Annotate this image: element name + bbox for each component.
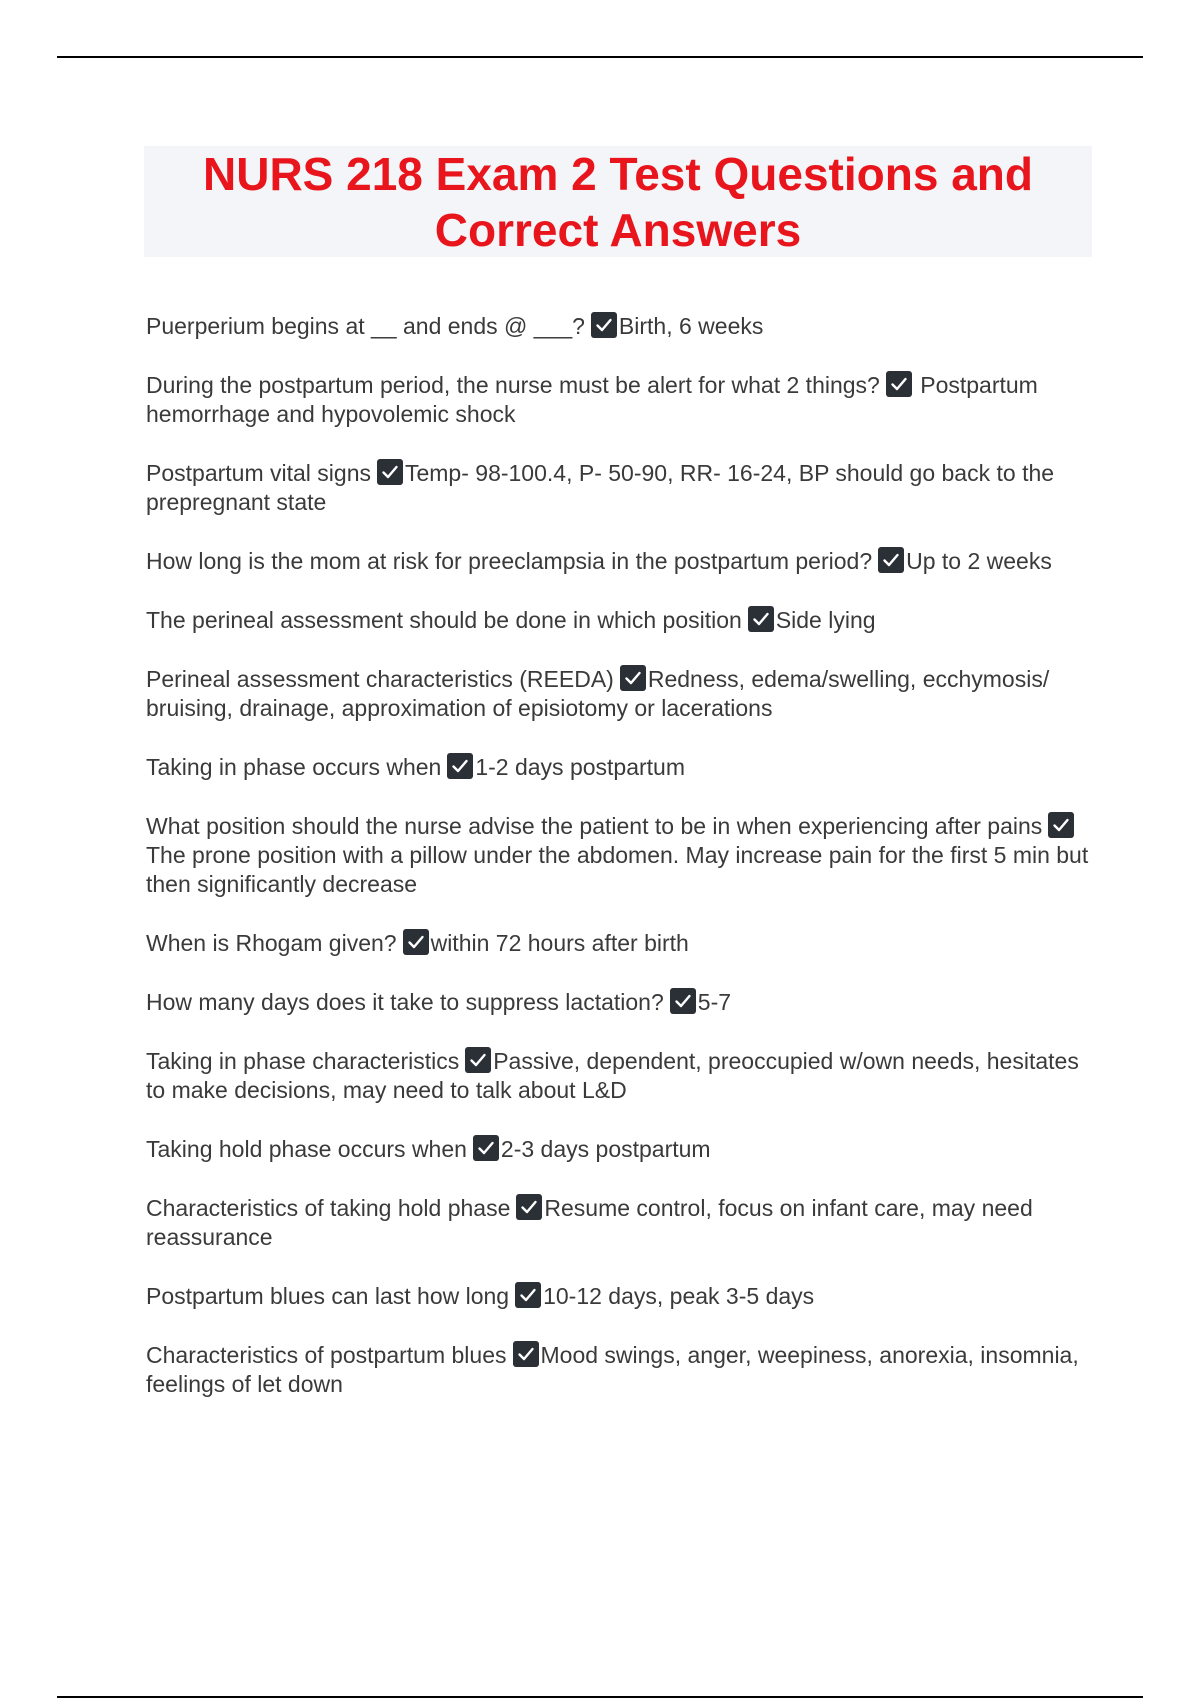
- checkmark-box-icon: [620, 665, 646, 691]
- qa-item: [146, 1341, 1096, 1399]
- checkmark-box-icon: [670, 988, 696, 1014]
- answer-text: Up to 2 weeks: [906, 548, 1052, 574]
- question-text: Postpartum blues can last how long: [146, 1283, 510, 1309]
- qa-item: [146, 371, 1096, 429]
- qa-item: [146, 1282, 1096, 1311]
- footer-rule: [57, 1696, 1143, 1698]
- qa-item: [146, 459, 1096, 517]
- checkmark-box-icon: [515, 1282, 541, 1308]
- question-text: During the postpartum period, the nurse must be alert for what 2 things?: [146, 372, 880, 398]
- question-text: Puerperium begins at __ and ends @ ___?: [146, 313, 585, 339]
- checkmark-box-icon: [516, 1194, 542, 1220]
- checkmark-box-icon: [1048, 812, 1074, 838]
- question-text: Characteristics of postpartum blues: [146, 1342, 507, 1368]
- answer-text: 1-2 days postpartum: [475, 754, 686, 780]
- answer-text: Side lying: [775, 607, 876, 633]
- question-text: What position should the nurse advise the patient to be in when experiencing after pains: [146, 813, 1043, 839]
- qa-item: [146, 665, 1096, 723]
- checkmark-box-icon: [513, 1341, 539, 1367]
- question-text: How many days does it take to suppress lactation?: [146, 989, 664, 1015]
- title-banner: [144, 146, 1092, 257]
- answer-text: 5-7: [697, 989, 732, 1015]
- checkmark-box-icon: [878, 547, 904, 573]
- checkmark-box-icon: [591, 312, 617, 338]
- question-text: The perineal assessment should be done in which position: [146, 607, 742, 633]
- question-text: Taking in phase occurs when: [146, 754, 442, 780]
- checkmark-box-icon: [748, 606, 774, 632]
- answer-text: Birth, 6 weeks: [618, 313, 764, 339]
- qa-item: [146, 929, 1096, 958]
- question-text: Postpartum vital signs: [146, 460, 371, 486]
- document-title: NURS 218 Exam 2 Test Questions and Correct Answers: [203, 147, 1033, 256]
- qa-item: [146, 1047, 1096, 1105]
- qa-item: [146, 812, 1096, 899]
- answer-text: Postpartum hemorrhage and hypovolemic shock: [146, 372, 1038, 427]
- checkmark-box-icon: [465, 1047, 491, 1073]
- qa-item: [146, 606, 1096, 635]
- answer-text: 10-12 days, peak 3-5 days: [543, 1283, 815, 1309]
- checkmark-box-icon: [473, 1135, 499, 1161]
- answer-text: Temp- 98-100.4, P- 50-90, RR- 16-24, BP should go back to the prepregnant state: [146, 460, 1055, 515]
- qa-list: [146, 312, 1096, 1429]
- answer-text: Redness, edema/swelling, ecchymosis/ bruising, drainage, approximation of episiotomy or lacerations: [146, 666, 1050, 721]
- checkmark-box-icon: [403, 929, 429, 955]
- answer-text: 2-3 days postpartum: [500, 1136, 711, 1162]
- answer-text: Resume control, focus on infant care, may need reassurance: [146, 1195, 1033, 1250]
- qa-item: [146, 312, 1096, 341]
- header-rule: [57, 56, 1143, 58]
- answer-text: The prone position with a pillow under the abdomen. May increase pain for the first 5 min but then significantly decrease: [146, 842, 1089, 897]
- checkmark-box-icon: [447, 753, 473, 779]
- checkmark-box-icon: [886, 371, 912, 397]
- answer-text: within 72 hours after birth: [430, 930, 689, 956]
- question-text: Characteristics of taking hold phase: [146, 1195, 511, 1221]
- answer-text: Passive, dependent, preoccupied w/own needs, hesitates to make decisions, may need to talk about L&D: [146, 1048, 1079, 1103]
- question-text: Taking in phase characteristics: [146, 1048, 460, 1074]
- checkmark-box-icon: [377, 459, 403, 485]
- qa-item: [146, 753, 1096, 782]
- question-text: Taking hold phase occurs when: [146, 1136, 467, 1162]
- answer-text: Mood swings, anger, weepiness, anorexia, insomnia, feelings of let down: [146, 1342, 1079, 1397]
- qa-item: [146, 1194, 1096, 1252]
- qa-item: [146, 547, 1096, 576]
- question-text: When is Rhogam given?: [146, 930, 397, 956]
- qa-item: [146, 1135, 1096, 1164]
- qa-item: [146, 988, 1096, 1017]
- question-text: Perineal assessment characteristics (REEDA): [146, 666, 614, 692]
- question-text: How long is the mom at risk for preeclampsia in the postpartum period?: [146, 548, 873, 574]
